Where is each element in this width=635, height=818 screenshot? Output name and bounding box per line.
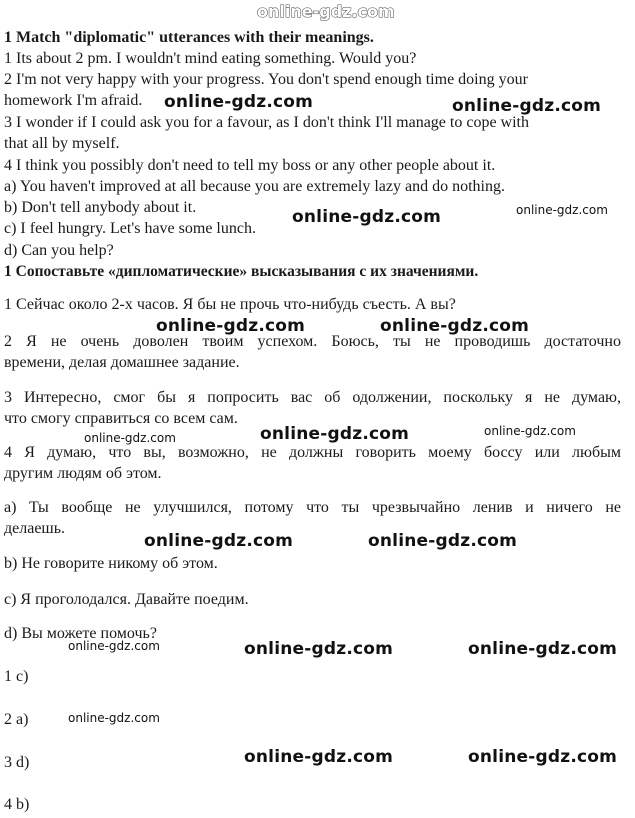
english-item-1: 1 Its about 2 pm. I wouldn't mind eating something. Would you? xyxy=(4,50,417,67)
russian-item-3: 3 Интересно, смог бы я попросить вас об одолжении, поскольку я не думаю, xyxy=(4,389,621,406)
russian-item-2-cont: времени, делая домашнее задание. xyxy=(4,354,240,371)
answer-4: 4 b) xyxy=(4,796,30,813)
russian-meaning-b: b) Не говорите никому об этом. xyxy=(4,555,218,572)
english-meaning-b: b) Don't tell anybody about it. xyxy=(4,199,197,216)
russian-meaning-c: с) Я проголодался. Давайте поедим. xyxy=(4,591,249,608)
watermark: online-gdz.com xyxy=(156,316,306,336)
russian-item-1: 1 Сейчас около 2-х часов. Я бы не прочь что-нибудь съесть. А вы? xyxy=(4,296,456,313)
watermark: online-gdz.com xyxy=(292,207,442,227)
russian-item-4: 4 Я думаю, что вы, возможно, не должны говорить моему боссу или любым xyxy=(4,444,621,461)
english-heading: 1 Match "diplomatic" utterances with their meanings. xyxy=(4,29,374,46)
english-meaning-c: c) I feel hungry. Let's have some lunch. xyxy=(4,220,256,237)
russian-meaning-a: а) Ты вообще не улучшился, потому что ты чрезвычайно ленив и ничего не xyxy=(4,499,621,516)
watermark: online-gdz.com xyxy=(380,316,530,336)
watermark: online-gdz.com xyxy=(368,531,518,551)
watermark: online-gdz.com xyxy=(468,639,618,659)
answer-2: 2 a) xyxy=(4,711,29,728)
russian-meaning-d: d) Вы можете помочь? xyxy=(4,625,157,642)
watermark: online-gdz.com xyxy=(68,639,160,653)
russian-item-4-cont: другим людям об этом. xyxy=(4,465,162,482)
watermark: online-gdz.com xyxy=(244,639,394,659)
russian-heading: 1 Сопоставьте «дипломатические» высказывания с их значениями. xyxy=(4,263,479,280)
answer-1: 1 c) xyxy=(4,668,29,685)
watermark: online-gdz.com xyxy=(484,424,576,438)
watermark: online-gdz.com xyxy=(84,431,176,445)
english-meaning-a: a) You haven't improved at all because you are extremely lazy and do nothing. xyxy=(4,178,505,195)
answer-3: 3 d) xyxy=(4,754,30,771)
english-item-3: 3 I wonder if I could ask you for a favour, as I don't think I'll manage to cope with xyxy=(4,114,529,131)
russian-meaning-a-cont: делаешь. xyxy=(4,520,66,537)
watermark: online-gdz.com xyxy=(244,747,394,767)
watermark: online-gdz.com xyxy=(260,424,410,444)
russian-item-2: 2 Я не очень доволен твоим успехом. Боюсь, ты не проводишь достаточно xyxy=(4,333,621,350)
watermark: online-gdz.com xyxy=(144,531,294,551)
watermark: online-gdz.com xyxy=(516,203,608,217)
english-item-2-cont: homework I'm afraid. xyxy=(4,92,143,109)
english-item-4: 4 I think you possibly don't need to tell my boss or any other people about it. xyxy=(4,157,496,174)
site-watermark-top: online-gdz.com xyxy=(257,2,395,21)
english-item-3-cont: that all by myself. xyxy=(4,135,120,152)
russian-item-3-cont: что смогу справиться со всем сам. xyxy=(4,410,238,427)
english-item-2: 2 I'm not very happy with your progress. You don't spend enough time doing your xyxy=(4,71,528,88)
english-meaning-d: d) Can you help? xyxy=(4,242,114,259)
watermark: online-gdz.com xyxy=(68,711,160,725)
watermark: online-gdz.com xyxy=(452,96,602,116)
watermark: online-gdz.com xyxy=(468,747,618,767)
watermark: online-gdz.com xyxy=(164,92,314,112)
